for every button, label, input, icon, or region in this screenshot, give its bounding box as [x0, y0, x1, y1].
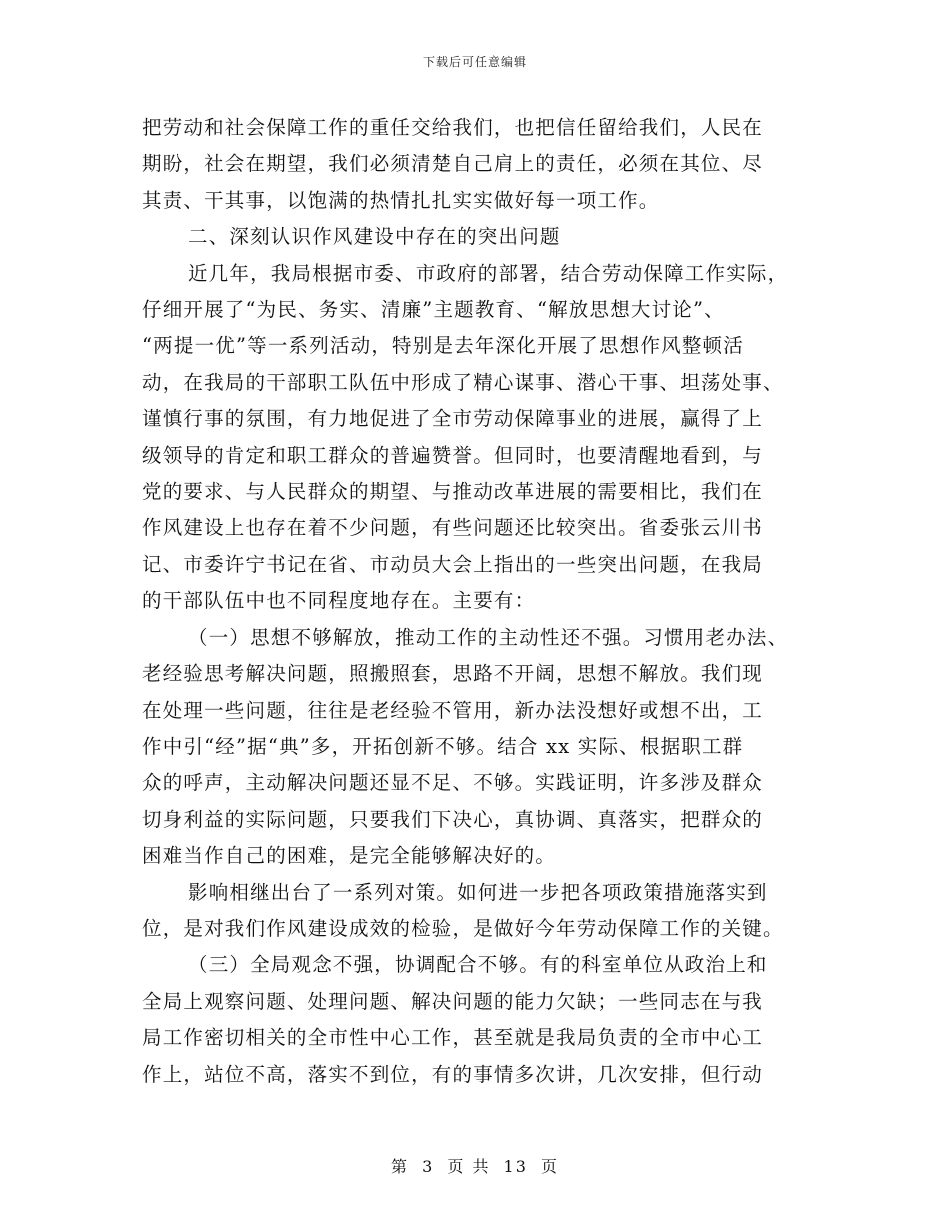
body-line: 困难当作自己的困难，是完全能够解决好的。	[142, 844, 557, 868]
body-line: 在处理一些问题，往往是老经验不管用，新办法没想好或想不出，工	[142, 698, 764, 722]
footer-suffix: 页	[541, 1157, 560, 1176]
current-page-number: 3	[422, 1157, 435, 1176]
body-line: 仔细开展了“为民、务实、清廉”主题教育、“解放思想大讨论”、	[142, 298, 725, 322]
footer-prefix: 第	[390, 1157, 409, 1176]
footer-middle: 页 共	[447, 1157, 491, 1176]
body-line: 把劳动和社会保障工作的重任交给我们，也把信任留给我们，人民在	[142, 116, 764, 139]
body-line: 近几年，我局根据市委、市政府的部署，结合劳动保障工作实际，	[188, 261, 789, 285]
body-line: 党的要求、与人民群众的期望、与推动改革进展的需要相比，我们在	[142, 480, 764, 504]
body-line: 期盼，社会在期望，我们必须清楚自己肩上的责任，必须在其位、尽	[142, 152, 764, 176]
body-line: 其责、干其事，以饱满的热情扎扎实实做好每一项工作。	[142, 188, 660, 212]
body-line: 动，在我局的干部职工队伍中形成了精心谋事、潜心干事、坦荡处事、	[142, 370, 784, 394]
body-line: 的干部队伍中也不同程度地存在。主要有：	[142, 589, 536, 613]
body-line: 作风建设上也存在着不少问题，有些问题还比较突出。省委张云川书	[142, 516, 764, 540]
total-page-count: 13	[503, 1157, 528, 1176]
page-header: 下载后可任意编辑	[422, 55, 527, 69]
body-line: 全局上观察问题、处理问题、解决问题的能力欠缺；一些同志在与我	[142, 989, 764, 1013]
body-line: 级领导的肯定和职工群众的普遍赞誉。但同时，也要清醒地看到，与	[142, 443, 764, 467]
body-line: 局工作密切相关的全市性中心工作，甚至就是我局负责的全市中心工	[142, 1026, 764, 1050]
subsection-heading: （一）思想不够解放，推动工作的主动性还不强。习惯用老办法、	[188, 625, 789, 649]
body-line: 谨慎行事的氛围，有力地促进了全市劳动保障事业的进展，赢得了上	[142, 407, 764, 431]
body-line: 位，是对我们作风建设成效的检验，是做好今年劳动保障工作的关键。	[142, 916, 784, 940]
body-line: 影响相继出台了一系列对策。如何进一步把各项政策措施落实到	[188, 880, 768, 904]
body-line: 切身利益的实际问题，只要我们下决心，真协调、真落实，把群众的	[142, 807, 764, 831]
body-line: 众的呼声，主动解决问题还显不足、不够。实践证明，许多涉及群众	[142, 771, 764, 795]
document-body	[142, 110, 810, 1093]
page-footer	[0, 1154, 950, 1177]
body-line: “两提一优”等一系列活动，特别是去年深化开展了思想作风整顿活	[142, 334, 744, 358]
body-line: 记、市委许宁书记在省、市动员大会上指出的一些突出问题，在我局	[142, 552, 764, 576]
subsection-heading: （三）全局观念不强，协调配合不够。有的科室单位从政治上和	[188, 953, 768, 977]
body-line: 作中引“经”据“典”多，开拓创新不够。结合 xx 实际、根据职工群	[142, 734, 744, 758]
section-heading: 二、深刻认识作风建设中存在的突出问题	[188, 225, 561, 249]
body-line: 作上，站位不高，落实不到位，有的事情多次讲，几次安排，但行动	[142, 1062, 764, 1086]
body-line: 老经验思考解决问题，照搬照套，思路不开阔，思想不解放。我们现	[142, 662, 764, 686]
